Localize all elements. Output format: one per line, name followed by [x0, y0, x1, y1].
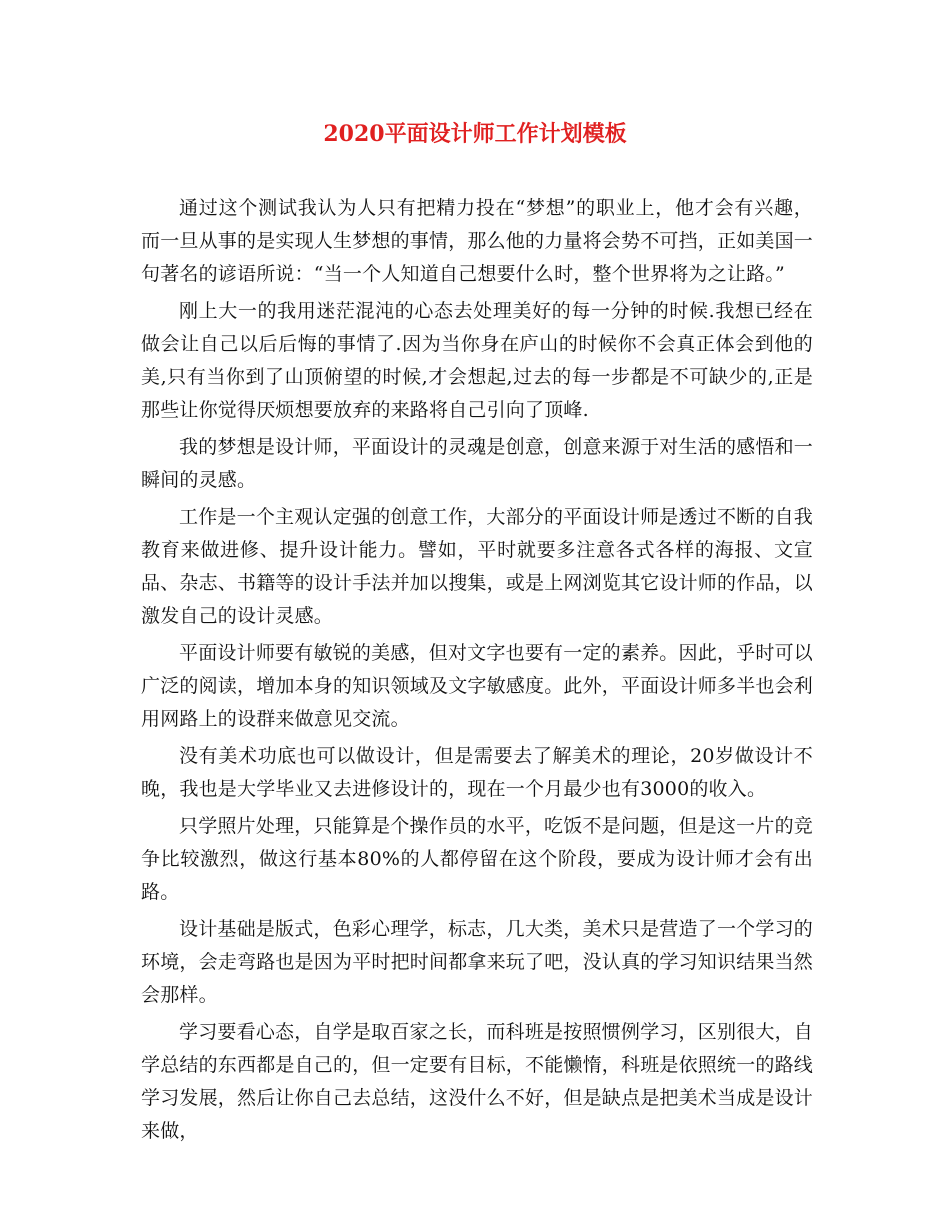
- document-title: 2020平面设计师工作计划模板: [323, 121, 627, 147]
- paragraph-4: 工作是一个主观认定强的创意工作，大部分的平面设计师是透过不断的自我教育来做进修、提升设计能力。譬如，平时就要多注意各式各样的海报、文宣品、杂志、书籍等的设计手法并加以搜集，或是上网浏览其它设计师的作品，以激发自己的设计灵感。: [141, 506, 814, 627]
- paragraph-3: 我的梦想是设计师，平面设计的灵魂是创意，创意来源于对生活的感悟和一瞬间的灵感。: [141, 436, 813, 491]
- paragraph-1: 通过这个测试我认为人只有把精力投在“梦想”的职业上，他才会有兴趣，而一旦从事的是实现人生梦想的事情，那么他的力量将会势不可挡，正如美国一句著名的谚语所说：“当一个人知道自己想要什么时，整个世界将为之让路。”: [141, 197, 814, 285]
- paragraph-6: 没有美术功底也可以做设计，但是需要去了解美术的理论，20岁做设计不晚，我也是大学毕业又去进修设计的，现在一个月最少也有3000的收入。: [141, 745, 813, 800]
- paragraph-7: 只学照片处理，只能算是个操作员的水平，吃饭不是问题，但是这一片的竞争比较激烈，做这行基本80%的人都停留在这个阶段，要成为设计师才会有出路。: [141, 815, 813, 903]
- paragraph-9: 学习要看心态，自学是取百家之长，而科班是按照惯例学习，区别很大，自学总结的东西都是自己的，但一定要有目标，不能懒惰，科班是依照统一的路线学习发展，然后让你自己去总结，这没什么不好，但是缺点是把美术当成是设计来做，: [141, 1021, 814, 1142]
- paragraph-2: 刚上大一的我用迷茫混沌的心态去处理美好的每一分钟的时候.我想已经在做会让自己以后后悔的事情了.因为当你身在庐山的时候你不会真正体会到他的美,只有当你到了山顶俯望的时候,才会想起,过去的每一步都是不可缺少的,正是那些让你觉得厌烦想要放弃的来路将自己引向了顶峰.: [141, 300, 813, 421]
- document-body: [141, 192, 813, 1152]
- paragraph-8: 设计基础是版式，色彩心理学，标志，几大类，美术只是营造了一个学习的环境，会走弯路也是因为平时把时间都拿来玩了吧，没认真的学习知识结果当然会那样。: [141, 918, 814, 1006]
- paragraph-5: 平面设计师要有敏锐的美感，但对文字也要有一定的素养。因此，乎时可以广泛的阅读，增加本身的知识领域及文字敏感度。此外，平面设计师多半也会利用网路上的设群来做意见交流。: [141, 642, 814, 730]
